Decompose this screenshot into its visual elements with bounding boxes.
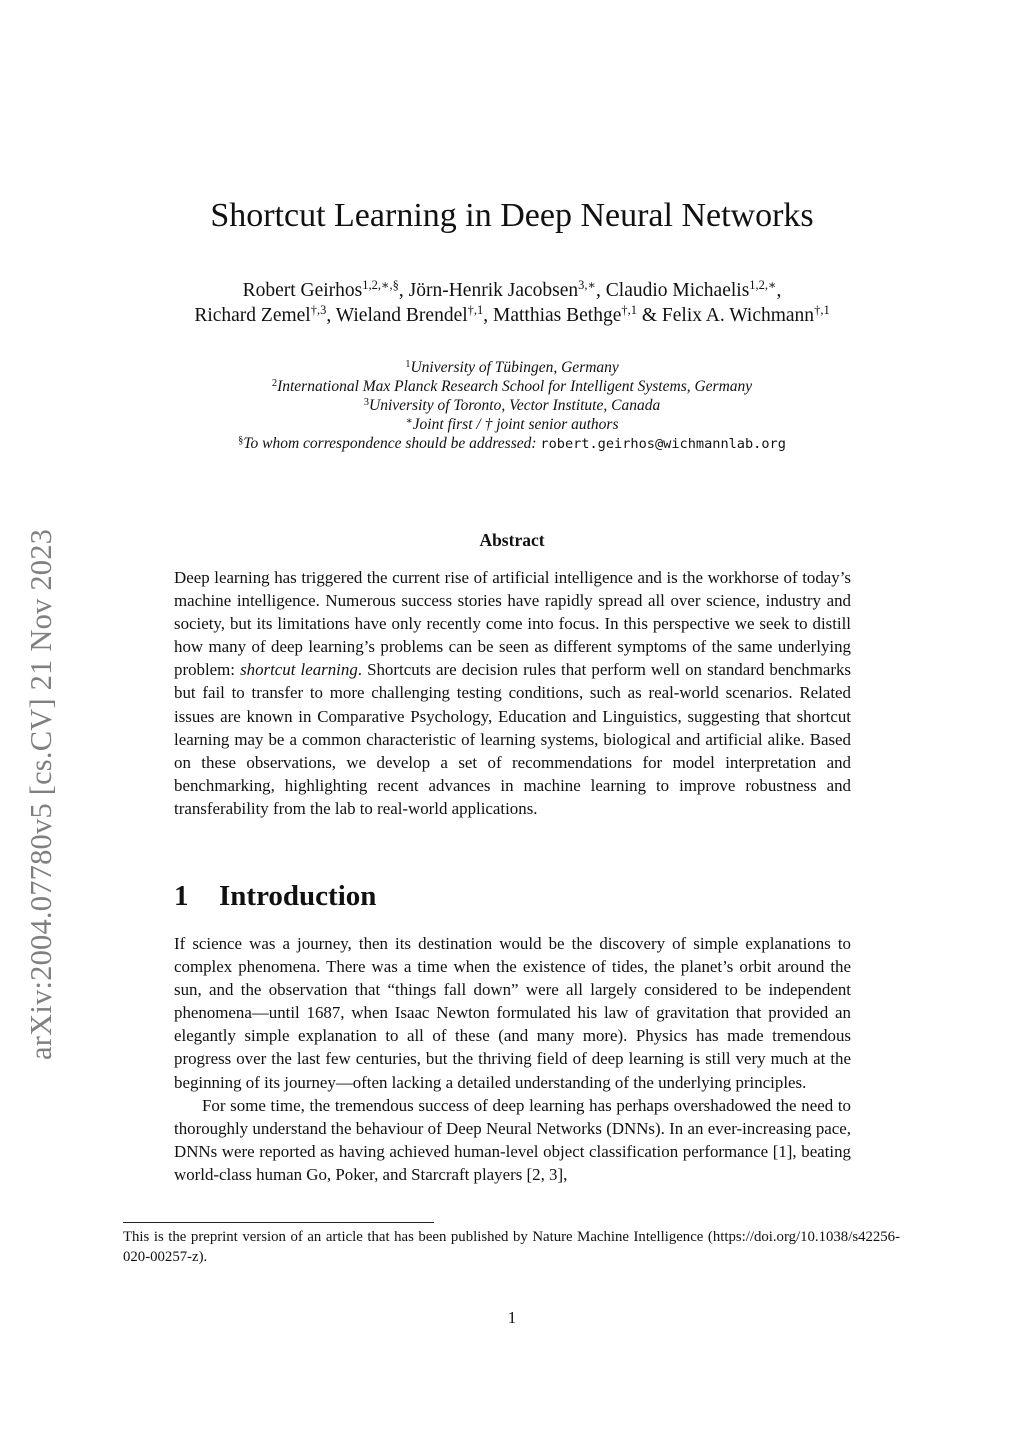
footnote-divider (123, 1222, 434, 1223)
section-body (174, 932, 851, 1186)
section-heading (174, 878, 376, 914)
section-number: 1 (174, 880, 189, 912)
paper-title: Shortcut Learning in Deep Neural Networks (210, 197, 814, 234)
affiliation: $^1$University of Tübingen, Germany (405, 359, 619, 376)
author-line-1: Robert Geirhos$^{1,2,∗,\S}$, Jörn-Henrik Jacobsen$^{3,∗}$, Claudio Michaelis$^{1,2,∗}$, (242, 278, 782, 301)
author-list (100, 278, 924, 328)
author: Robert Geirhos$^{1,2,∗,\S}$ (242, 278, 399, 301)
author: Richard Zemel$^{\dagger,3}$ (194, 303, 327, 326)
affiliation: $^3$University of Toronto, Vector Institute, Canada (363, 397, 661, 414)
correspondence-email[interactable]: robert.geirhos@wichmannlab.org (540, 436, 786, 452)
affiliation-list (100, 358, 924, 454)
paragraph: If science was a journey, then its destination would be the discovery of simple explanations to complex phenomena. There was a time when the existence of tides, the planet’s orbit around the sun, and the observation that “things fall down” were all largely considered to be independent phenomena—until 1687, when Isaac Newton formulated his law of gravitation that provided an elegantly simple explanation to all of these (and many more). Physics has made tremendous progress over the last few centuries, but the thriving field of deep learning is still very much at the beginning of its journey—often lacking a detailed understanding of the underlying principles. (174, 934, 851, 1092)
footnote: This is the preprint version of an article that has been published by Nature Machine Intelligence (https://doi.org/10.1038/s42256-020-00257-z). (123, 1229, 900, 1265)
author-note: ∗Joint first / † joint senior authors (405, 416, 619, 433)
author: Matthias Bethge$^{\dagger,1}$ (493, 303, 637, 326)
author-line-2: Richard Zemel$^{\dagger,3}$, Wieland Brendel$^{\dagger,1}$, Matthias Bethge$^{\dagger,1}$ & Felix A. Wichmann$^{\dagger,1}$ (194, 303, 830, 326)
author: Claudio Michaelis$^{1,2,∗}$ (605, 278, 777, 301)
affiliation: $^2$International Max Planck Research School for Intelligent Systems, Germany (271, 378, 753, 395)
arxiv-identifier: arXiv:2004.07780v5 [cs.CV] 21 Nov 2023 (24, 528, 58, 1060)
section-title: Introduction (219, 880, 377, 912)
author: Wieland Brendel$^{\dagger,1}$ (335, 303, 484, 326)
page-number: 1 (507, 1308, 517, 1327)
abstract-heading: Abstract (479, 530, 545, 550)
paragraph: For some time, the tremendous success of deep learning has perhaps overshadowed the need to thoroughly understand the behaviour of Deep Neural Networks (DNNs). In an ever-increasing pace, DNNs were reported as having achieved human-level object classification performance [1], beating world-class human Go, Poker, and Starcraft players [2, 3], (174, 1095, 851, 1184)
author: Jörn-Henrik Jacobsen$^{3,∗}$ (408, 278, 597, 301)
author: Felix A. Wichmann$^{\dagger,1}$ (661, 303, 830, 326)
abstract-emphasis: shortcut learning (240, 660, 358, 680)
abstract-body: Deep learning has triggered the current rise of artificial intelligence and is the workhorse of today’s machine intelligence. Numerous success stories have rapidly spread all over science, industry and society, but its limitations have only recently come into focus. In this perspective we seek to distill how many of deep learning’s problems can be seen as different symptoms of the same underlying problem: shortcut learning. Shortcuts are decision rules that perform well on standard benchmarks but fail to transfer to more challenging testing conditions, such as real-world scenarios. Related issues are known in Comparative Psychology, Education and Linguistics, suggesting that shortcut learning may be a common characteristic of learning systems, biological and artificial alike. Based on these observations, we develop a set of recommendations for model interpretation and benchmarking, highlighting recent advances in machine learning to improve robustness and transferability from the lab to real-world applications. (174, 568, 851, 818)
correspondence-note: §To whom correspondence should be addressed: robert.geirhos@wichmannlab.org (238, 435, 786, 452)
